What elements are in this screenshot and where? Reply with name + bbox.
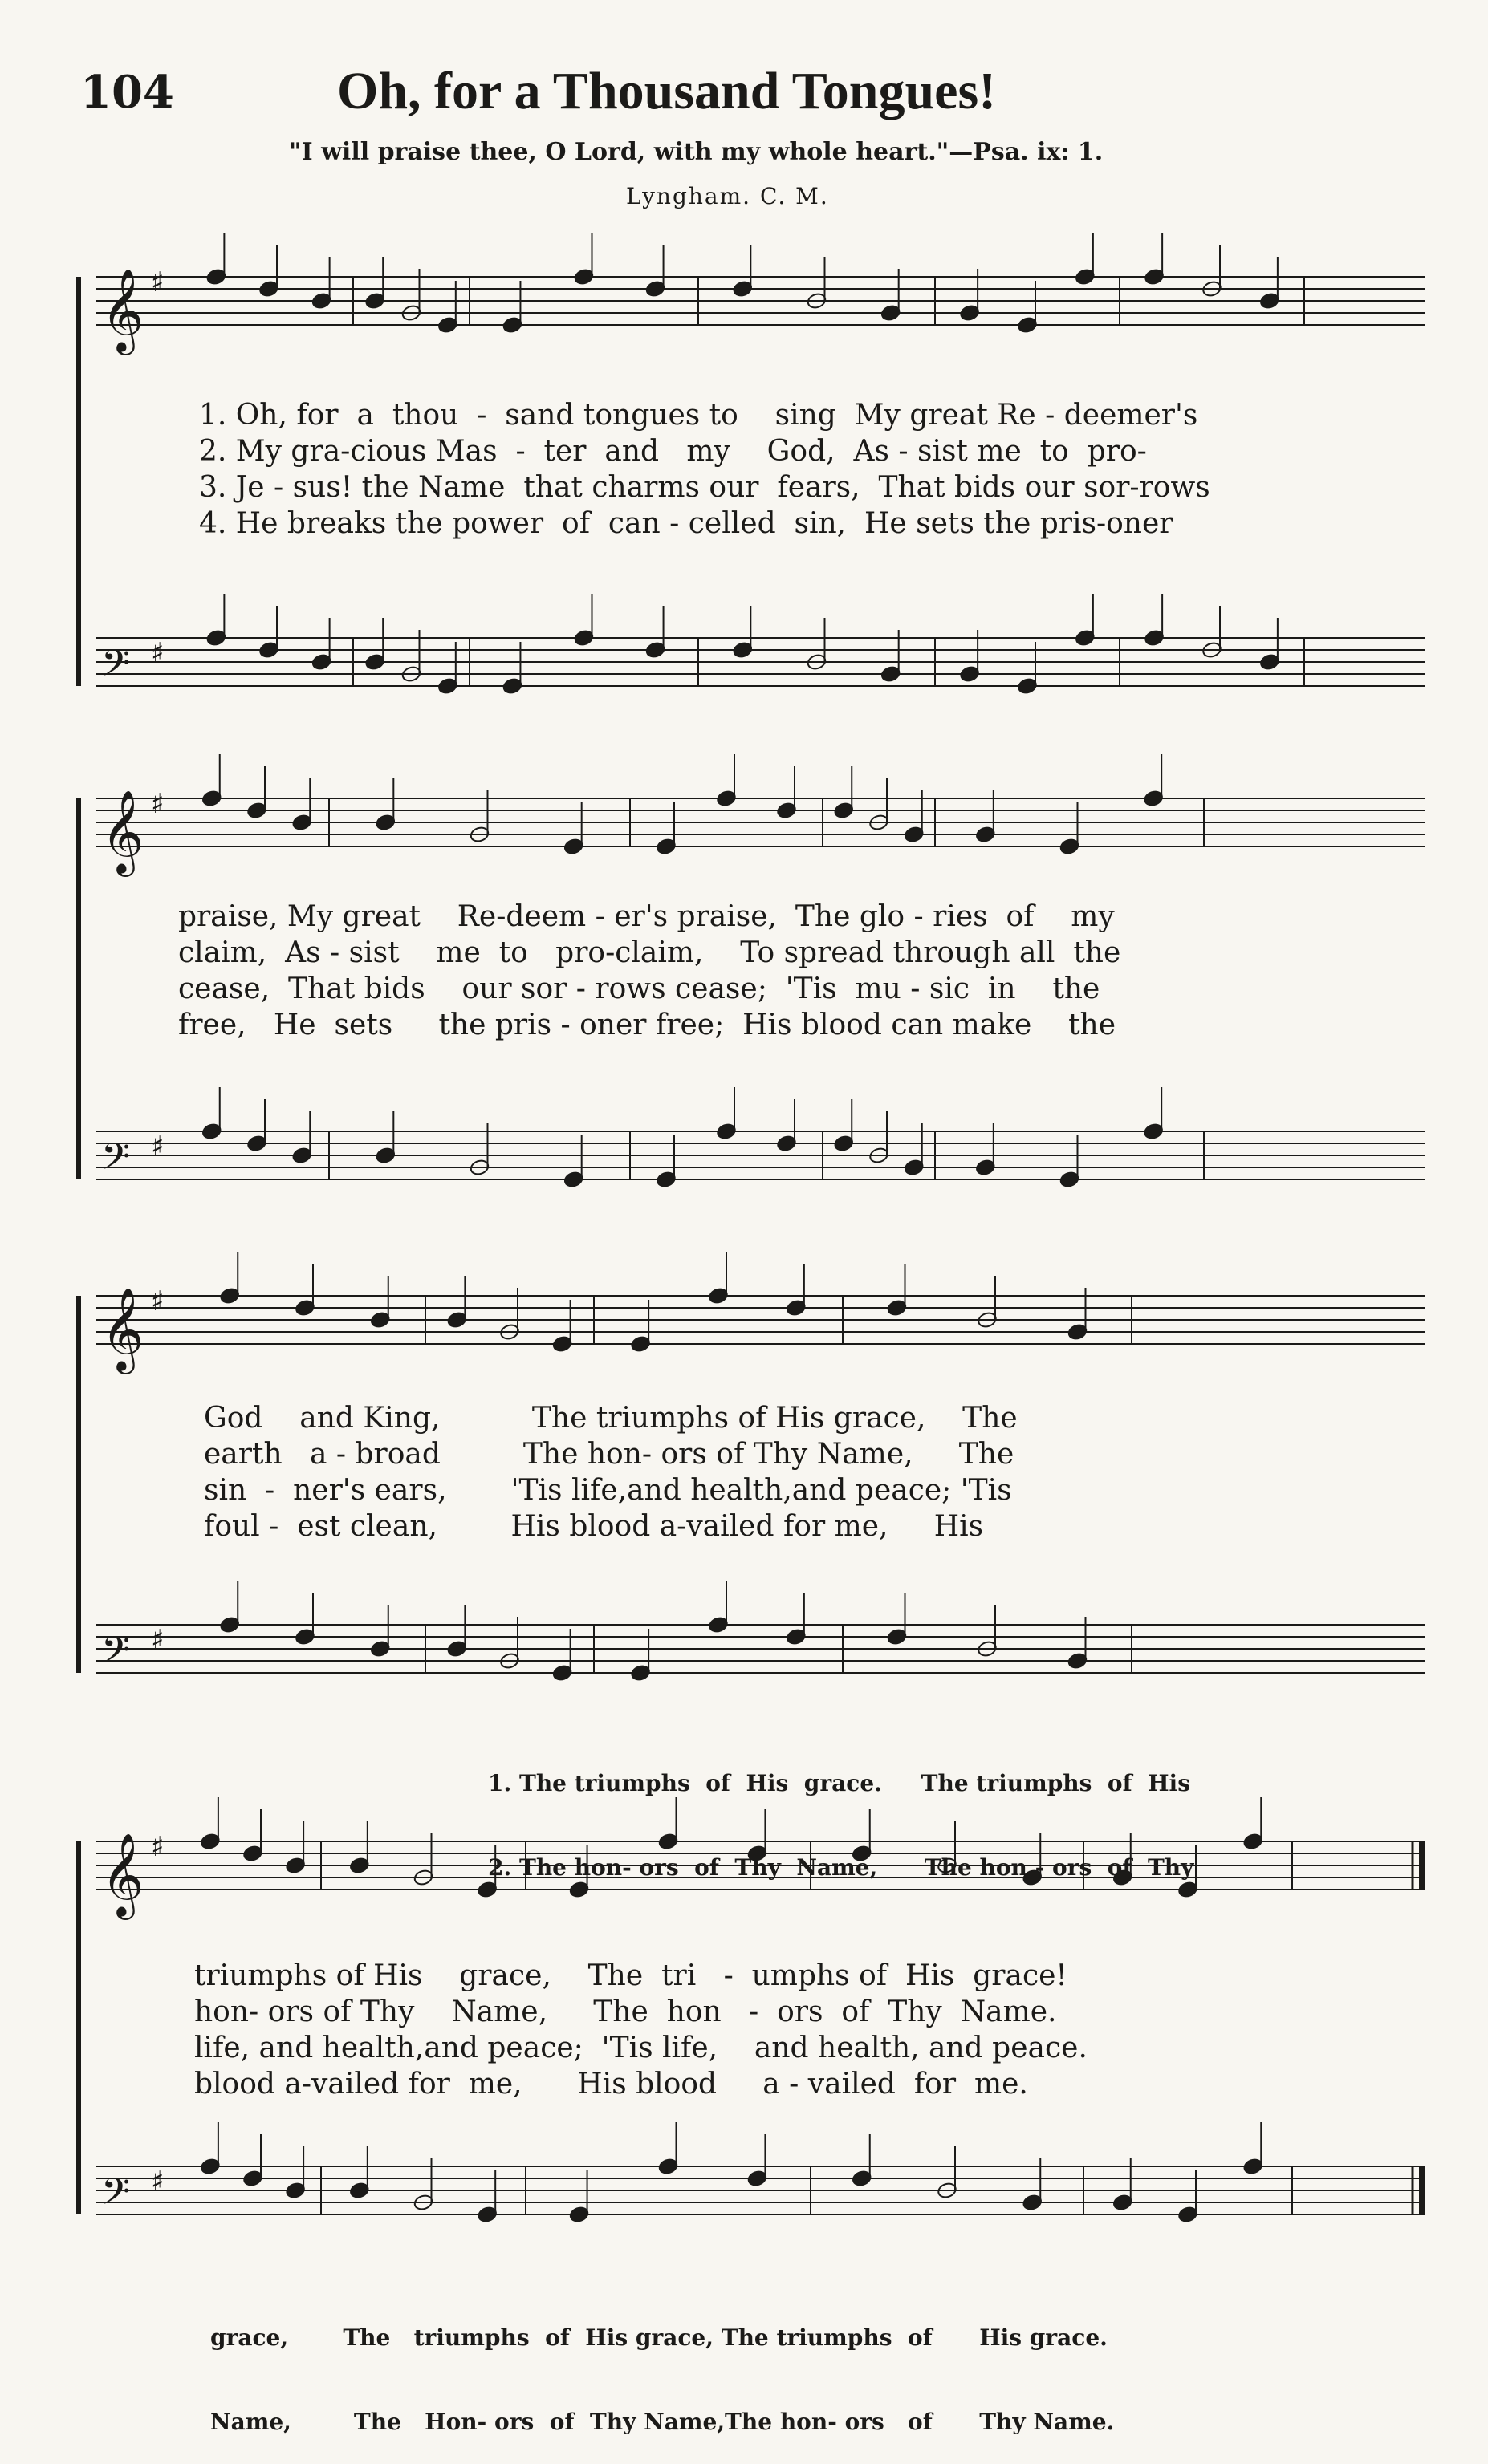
- bass-clef-icon: 𝄢: [101, 642, 131, 694]
- verse-line: free, He sets the pris - oner free; His blood can make the: [178, 1009, 1116, 1041]
- system-3-bass-text: [488, 1713, 1193, 1910]
- key-signature-icon: ♯: [151, 1131, 165, 1163]
- verse-line: claim, As - sist me to pro-claim, To spread through all the: [178, 936, 1121, 969]
- page-number: 104: [80, 66, 174, 119]
- verse-line: 4. He breaks the power of can - celled sin, He sets the pris-oner: [199, 507, 1173, 540]
- verse-line: foul - est clean, His blood a-vailed for me, His: [204, 1510, 984, 1543]
- verse-line: hon- ors of Thy Name, The hon - ors of Thy Name.: [194, 1995, 1057, 2028]
- key-signature-icon: ♯: [151, 2166, 165, 2198]
- bass-line: grace, The triumphs of His grace, The triumphs of His grace.: [210, 2324, 1108, 2351]
- treble-clef-icon: 𝄞: [101, 268, 144, 352]
- bass-line: Name, The Hon- ors of Thy Name,The hon- ors of Thy Name.: [210, 2409, 1115, 2435]
- key-signature-icon: ♯: [151, 1285, 165, 1317]
- system-4-bass-text: [210, 2267, 1114, 2464]
- treble-clef-icon: 𝄞: [101, 1287, 144, 1371]
- system-3-lyrics: [204, 1400, 1018, 1545]
- verse-line: cease, That bids our sor - rows cease; 'Tis mu - sic in the: [178, 972, 1100, 1005]
- verse-line: 1. Oh, for a thou - sand tongues to sing My great Re - deemer's: [199, 399, 1198, 432]
- scripture-epigraph: "I will praise thee, O Lord, with my whole heart."—Psa. ix: 1.: [289, 138, 1104, 166]
- treble-clef-icon: 𝄞: [101, 790, 144, 874]
- bass-line: 2. The hon- ors of Thy Name, The hon - ors of Thy: [488, 1854, 1194, 1881]
- key-signature-icon: ♯: [151, 1831, 165, 1863]
- bass-clef-icon: 𝄢: [101, 1629, 131, 1681]
- key-signature-icon: ♯: [151, 788, 165, 820]
- hymn-title: Oh, for a Thousand Tongues!: [337, 62, 997, 120]
- tune-name: Lyngham. C. M.: [626, 183, 829, 209]
- verse-line: 3. Je - sus! the Name that charms our fears, That bids our sor-rows: [199, 471, 1210, 504]
- bass-line: 1. The triumphs of His grace. The triumphs of His: [488, 1770, 1190, 1796]
- verse-line: earth a - broad The hon- ors of Thy Name, The: [204, 1438, 1014, 1471]
- verse-line: life, and health,and peace; 'Tis life, and health, and peace.: [194, 2032, 1088, 2064]
- bass-clef-icon: 𝄢: [101, 2170, 131, 2222]
- bass-clef-icon: 𝄢: [101, 1135, 131, 1187]
- verse-line: triumphs of His grace, The tri - umphs of His grace!: [194, 1959, 1067, 1992]
- system-1-lyrics: [199, 397, 1210, 542]
- key-signature-icon: ♯: [151, 1624, 165, 1656]
- system-4-lyrics: [194, 1958, 1088, 2102]
- key-signature-icon: ♯: [151, 266, 165, 298]
- verse-line: God and King, The triumphs of His grace, The: [204, 1402, 1018, 1435]
- verse-line: 2. My gra-cious Mas - ter and my God, As - sist me to pro-: [199, 435, 1147, 468]
- verse-line: blood a-vailed for me, His blood a - vailed for me.: [194, 2068, 1028, 2101]
- key-signature-icon: ♯: [151, 637, 165, 669]
- verse-line: sin - ner's ears, 'Tis life,and health,and peace; 'Tis: [204, 1474, 1012, 1507]
- system-2-lyrics: [178, 899, 1120, 1043]
- verse-line: praise, My great Re-deem - er's praise, The glo - ries of my: [178, 900, 1115, 933]
- treble-clef-icon: 𝄞: [101, 1833, 144, 1917]
